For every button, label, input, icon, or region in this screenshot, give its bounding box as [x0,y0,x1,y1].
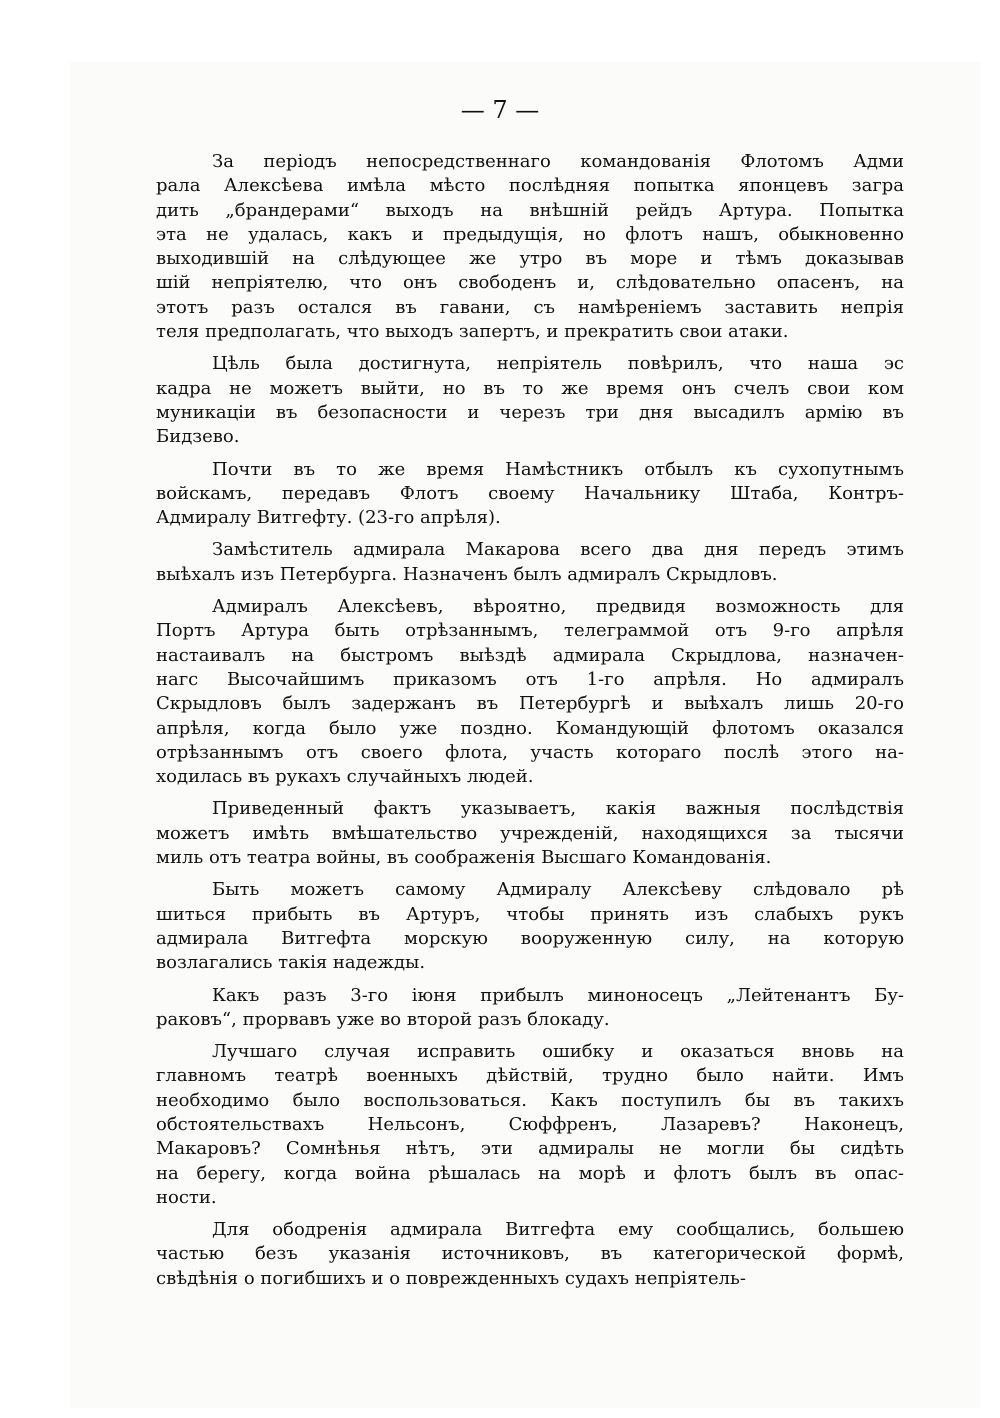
text-line: теля предполагать, что выходъ запертъ, и прекратить свои атаки. [156,321,789,343]
text-line: За періодъ непосредственнаго командованія Флотомъ Адми [212,151,904,172]
text-line: Приведенный фактъ указываетъ, какія важныя послѣдствія [212,798,904,820]
text-line: Быть можетъ самому Адмиралу Алексѣеву слѣдовало рѣ [212,879,904,901]
text-line: шій непріятелю, что онъ свободенъ и, слѣдовательно опасенъ, на [156,272,904,294]
text-line: частью безъ указанія источниковъ, въ категорической формѣ, [156,1243,904,1265]
paragraph [156,1218,904,1291]
text-line: Замѣститель адмирала Макарова всего два дня передъ этимъ [212,539,904,561]
text-line: Бидзево. [156,426,240,448]
text-line: дить „брандерами“ выходъ на внѣшній рейдъ Артура. Попытка [156,199,904,221]
text-line: шиться прибыть въ Артуръ, чтобы принять изъ слабыхъ рукъ [156,903,904,925]
text-line: Почти въ то же время Намѣстникъ отбылъ къ сухопутнымъ [212,458,904,480]
body-text [156,150,904,1299]
text-line: на берегу, когда война рѣшалась на морѣ и флотъ былъ въ опас- [156,1162,904,1184]
paragraph [156,1040,904,1210]
text-line: Какъ разъ 3-го іюня прибылъ миноносецъ „Лейтенантъ Бу- [212,984,904,1006]
text-line: Лучшаго случая исправить ошибку и оказаться вновь на [212,1041,904,1063]
text-line: этотъ разъ остался въ гавани, съ намѣреніемъ заставить непрія [156,296,904,318]
text-line: возлагались такія надежды. [156,952,426,974]
text-line: муникаціи въ безопасности и черезъ три дня высадилъ армію въ [156,401,904,423]
text-line: нагс Высочайшимъ приказомъ отъ 1-го апрѣля. Но адмиралъ [156,668,904,690]
text-line: выѣхалъ изъ Петербурга. Назначенъ былъ адмиралъ Скрыдловъ. [156,563,778,585]
text-line: Цѣль была достигнута, непріятель повѣрилъ, что наша эс [212,353,904,375]
text-line: обстоятельствахъ Нельсонъ, Сюффренъ, Лазаревъ? Наконецъ, [156,1113,904,1135]
text-line: главномъ театрѣ военныхъ дѣйствій, трудно было найти. Имъ [156,1065,904,1087]
text-line: рала Алексѣева имѣла мѣсто послѣдняя попытка японцевъ загра [156,175,904,197]
page-number: — 7 — [460,96,540,124]
paragraph [156,984,904,1033]
text-line: Для ободренія адмирала Витгефта ему сообщались, большею [212,1219,904,1241]
paragraph [156,150,904,344]
text-line: выходившій на слѣдующее же утро въ море и тѣмъ доказывав [156,248,904,270]
text-line: кадра не можетъ выйти, но въ то же время онъ счелъ свои ком [156,377,904,399]
text-line: миль отъ театра войны, въ соображенія Высшаго Командованія. [156,847,772,869]
text-line: свѣдѣнія о погибшихъ и о поврежденныхъ судахъ непріятель- [156,1267,746,1289]
text-line: войскамъ, передавъ Флотъ своему Начальнику Штаба, Контръ- [156,482,904,504]
paragraph [156,538,904,587]
text-line: можетъ имѣть вмѣшательство учрежденій, находящихся за тысячи [156,822,904,844]
text-line: ходилась въ рукахъ случайныхъ людей. [156,766,534,788]
text-line: отрѣзаннымъ отъ своего флота, участь котораго послѣ этого на- [156,741,904,763]
text-line: Скрыдловъ былъ задержанъ въ Петербургѣ и выѣхалъ лишь 20-го [156,693,904,715]
text-line: апрѣля, когда было уже поздно. Командующій флотомъ оказался [156,717,904,739]
paragraph [156,458,904,531]
text-line: Адмиралу Витгефту. (23-го апрѣля). [156,507,501,529]
text-line: Макаровъ? Сомнѣнья нѣтъ, эти адмиралы не могли бы сидѣть [156,1138,904,1160]
paragraph [156,352,904,449]
text-line: раковъ“, прорвавъ уже во второй разъ блокаду. [156,1008,610,1030]
text-line: эта не удалась, какъ и предыдущія, но флотъ нашъ, обыкновенно [156,223,904,245]
text-line: адмирала Витгефта морскую вооруженную силу, на которую [156,927,904,949]
paragraph [156,878,904,975]
text-line: ности. [156,1186,217,1208]
text-line: настаивалъ на быстромъ выѣздѣ адмирала Скрыдлова, назначен- [156,644,904,666]
text-line: Адмиралъ Алексѣевъ, вѣроятно, предвидя возможность для [212,596,904,618]
paragraph [156,797,904,870]
paragraph [156,595,904,789]
text-line: необходимо было воспользоваться. Какъ поступилъ бы въ такихъ [156,1089,904,1111]
text-line: Портъ Артура быть отрѣзаннымъ, телеграммой отъ 9-го апрѣля [156,620,904,642]
